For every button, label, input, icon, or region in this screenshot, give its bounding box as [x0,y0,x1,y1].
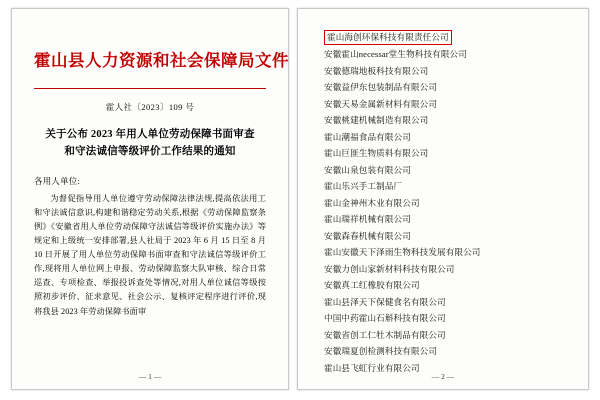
header-red-rule [34,88,266,90]
list-item: 安徽德瑞地板科技有限公司 [324,65,429,76]
list-item: 霍山海创环保科技有限责任公司 [324,30,452,45]
list-item: 霍山县泽天下保健食名有限公司 [324,296,446,307]
list-item: 霍山瑞祥机械有限公司 [324,214,411,225]
notice-title [34,127,266,161]
list-item: 安徽霍山necessar堂生物科技有限公司 [324,49,467,60]
list-item: 霍山县飞虹行业有限公司 [324,362,420,373]
list-item: 霍山巨匪生物质料有限公司 [324,148,429,159]
list-item: 霍山安徽天下泽雨生物科技发展有限公司 [324,247,481,258]
list-item: 霍山乐兴手工制品厂 [324,181,403,192]
list-item: 安徽益伊东包装制品有限公司 [324,82,438,93]
document-header-title: 霍山县人力资源和社会保障局文件 [34,51,289,70]
company-list [324,27,572,376]
page-number-left: — 1 — [138,372,162,381]
document-number: 霍人社〔2023〕109 号 [105,102,195,113]
list-item: 霍山潮福食品有限公司 [324,131,411,142]
document-page-left [11,8,289,390]
body-paragraph: 为督促指导用人单位遵守劳动保障法律法规,提高依法用工和守法诚信意识,构建和谐稳定劳动关系,根据《劳动保障监察条例》《安徽省用人单位劳动保障守法诚信等级评价实施办法》等规定和上级统一安排部署,县人社局于 2023 年 6 月 15 日至 8 月 10 日开展了用人单位劳动保障书面审查和守法诚信等级评价工作,现将用人单位网上申报、劳动保障监察大队审核、综合日常巡查、专项检查、举报投诉查处等情况,对用人单位诚信等级按照初步评价、征求意见、社会公示、复核评定程序进行评价,现将我县 2023 年劳动保障书面审 [34,193,266,316]
list-item: 霍山金神州木业有限公司 [324,197,420,208]
list-item: 安徽力创山家新材料科技有限公司 [324,263,455,274]
document-page-right [297,8,589,390]
page-number-right: — 2 — [431,372,455,381]
body-text [34,192,266,319]
list-item: 安徽真工红橡胶有限公司 [324,280,420,291]
list-item: 安徽省创工仁牡木制品有限公司 [324,329,446,340]
list-item: 安徽天易金属新材料有限公司 [324,98,438,109]
notice-title-line-1: 关于公布 2023 年用人单位劳动保障书面审查 [45,129,255,141]
list-item: 安徽瑞夏创检测科技有限公司 [324,346,438,357]
notice-title-line-2: 和守法诚信等级评价工作结果的通知 [64,145,236,157]
salutation: 各用人单位: [34,175,81,186]
list-item: 安徽山泉包装有限公司 [324,164,411,175]
list-item: 安徽森春机械有限公司 [324,230,411,241]
list-item: 中国中药霍山石斛科技有限公司 [324,313,446,324]
list-item: 安徽桃建机械制造有限公司 [324,115,429,126]
